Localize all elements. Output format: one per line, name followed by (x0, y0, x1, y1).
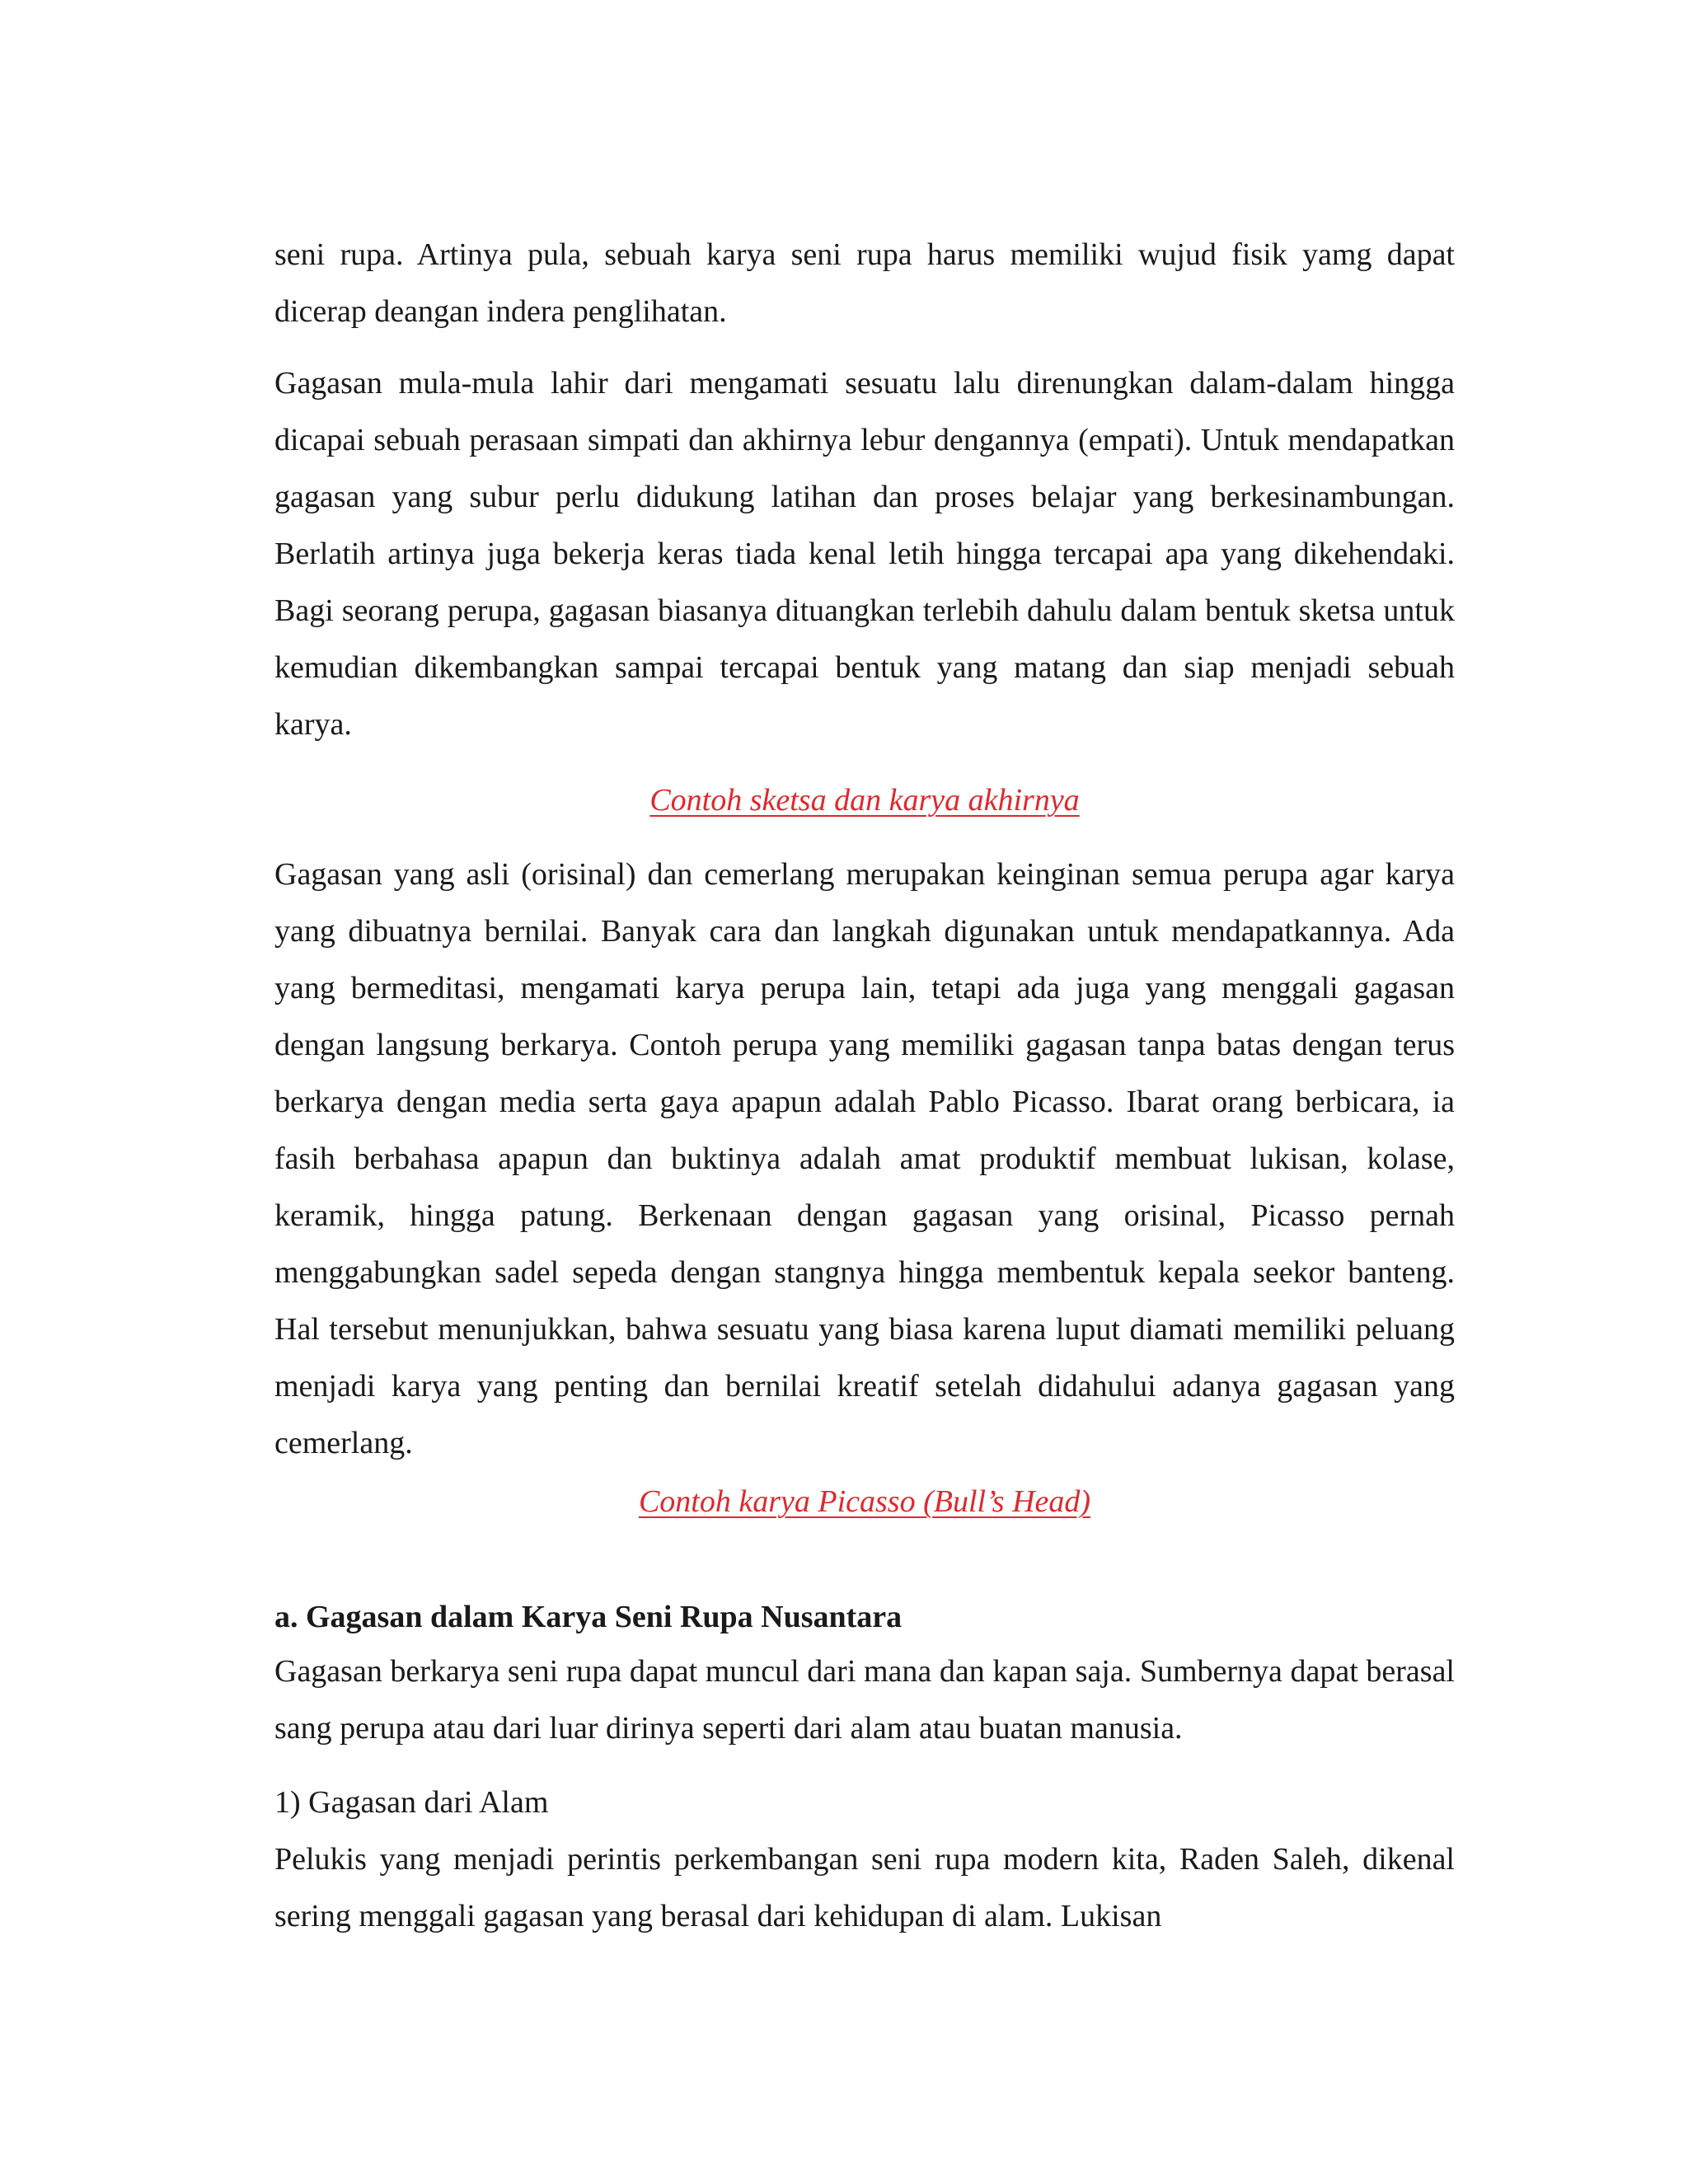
paragraph-gagasan: Gagasan mula-mula lahir dari mengamati sesuatu lalu direnungkan dalam-dalam hingga dicapai sebuah perasaan simpati dan akhirnya lebur dengannya (empati). Untuk mendapatkan gagasan yang subur perlu didukung latihan dan proses belajar yang berkesinambungan. Berlatih artinya juga bekerja keras tiada kenal letih hingga tercapai apa yang dikehendaki. Bagi seorang perupa, gagasan biasanya dituangkan terlebih dahulu dalam bentuk sketsa untuk kemudian dikembangkan sampai tercapai bentuk yang matang dan siap menjadi sebuah karya. (274, 366, 1455, 742)
subsection-heading: 1) Gagasan dari Alam (274, 1785, 549, 1820)
link-contoh-picasso[interactable]: Contoh karya Picasso (Bull’s Head) (638, 1484, 1091, 1519)
document-page (274, 0, 1455, 2184)
link-contoh-sketsa[interactable]: Contoh sketsa dan karya akhirnya (649, 783, 1080, 818)
section-heading: a. Gagasan dalam Karya Seni Rupa Nusantara (274, 1600, 903, 1634)
paragraph-pelukis: Pelukis yang menjadi perintis perkembangan seni rupa modern kita, Raden Saleh, dikenal sering menggali gagasan yang berasal dari kehidupan di alam. Lukisan (274, 1842, 1455, 1933)
paragraph-sumber: Gagasan berkarya seni rupa dapat muncul dari mana dan kapan saja. Sumbernya dapat berasal sang perupa atau dari luar dirinya seperti dari alam atau buatan manusia. (274, 1654, 1455, 1746)
paragraph-orisinal: Gagasan yang asli (orisinal) dan cemerlang merupakan keinginan semua perupa agar karya yang dibuatnya bernilai. Banyak cara dan langkah digunakan untuk mendapatkannya. Ada yang bermeditasi, mengamati karya perupa lain, tetapi ada juga yang menggali gagasan dengan langsung berkarya. Contoh perupa yang memiliki gagasan tanpa batas dengan terus berkarya dengan media serta gaya apapun adalah Pablo Picasso. Ibarat orang berbicara, ia fasih berbahasa apapun dan buktinya adalah amat produktif membuat lukisan, kolase, keramik, hingga patung. Berkenaan dengan gagasan yang orisinal, Picasso pernah menggabungkan sadel sepeda dengan stangnya hingga membentuk kepala seekor banteng. Hal tersebut menunjukkan, bahwa sesuatu yang biasa karena luput diamati memiliki peluang menjadi karya yang penting dan bernilai kreatif setelah didahului adanya gagasan yang cemerlang. (274, 857, 1455, 1460)
paragraph-intro: seni rupa. Artinya pula, sebuah karya seni rupa harus memiliki wujud fisik yamg dapat dicerap deangan indera penglihatan. (274, 237, 1455, 329)
